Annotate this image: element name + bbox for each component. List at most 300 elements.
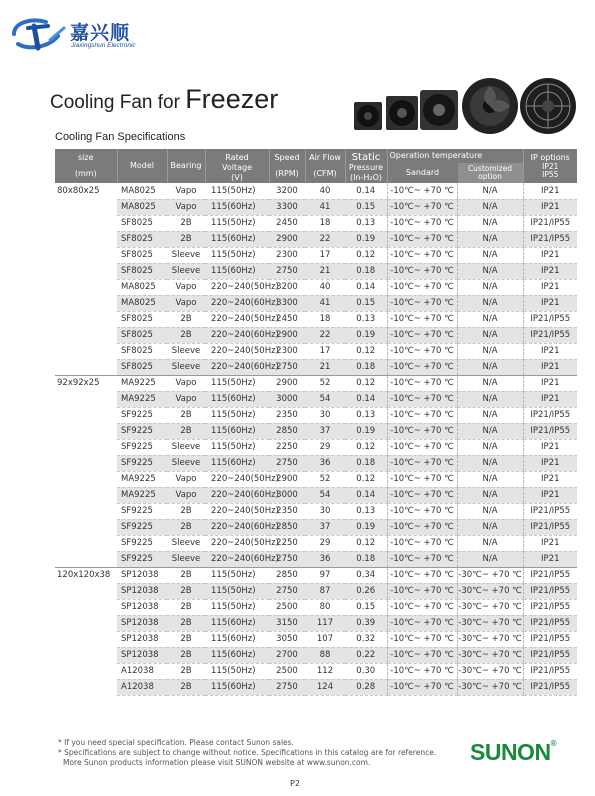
cell-voltage: 115(60Hz) bbox=[205, 647, 269, 663]
cell-bearing: 2B bbox=[167, 231, 205, 247]
cell-ip: IP21 bbox=[523, 359, 577, 375]
cell-standard: -10℃~ +70 ℃ bbox=[387, 455, 457, 471]
cell-bearing: Sleeve bbox=[167, 455, 205, 471]
cell-speed: 3300 bbox=[269, 295, 305, 311]
header-operation-temperature: Operation temperature Sandard Customized option bbox=[387, 149, 523, 183]
cell-custom: N/A bbox=[457, 455, 523, 471]
cell-bearing: Vapo bbox=[167, 295, 205, 311]
cell-ip: IP21/IP55 bbox=[523, 583, 577, 599]
cell-standard: -10℃~ +70 ℃ bbox=[387, 487, 457, 503]
cell-speed: 2250 bbox=[269, 535, 305, 551]
cell-size bbox=[55, 311, 117, 327]
cell-speed: 2750 bbox=[269, 359, 305, 375]
cell-size bbox=[55, 247, 117, 263]
cell-size bbox=[55, 535, 117, 551]
cell-standard: -10℃~ +70 ℃ bbox=[387, 263, 457, 279]
cell-airflow: 37 bbox=[305, 423, 345, 439]
cell-speed: 2850 bbox=[269, 423, 305, 439]
cell-speed: 3000 bbox=[269, 487, 305, 503]
cell-airflow: 41 bbox=[305, 199, 345, 215]
cell-custom: N/A bbox=[457, 199, 523, 215]
cell-voltage: 220~240(50Hz) bbox=[205, 279, 269, 295]
cell-size: 120x120x38 bbox=[55, 567, 117, 583]
cell-size bbox=[55, 391, 117, 407]
cell-voltage: 115(50Hz) bbox=[205, 407, 269, 423]
cell-ip: IP21/IP55 bbox=[523, 679, 577, 695]
cell-model: MA9225 bbox=[117, 471, 167, 487]
cell-custom: N/A bbox=[457, 407, 523, 423]
cell-airflow: 88 bbox=[305, 647, 345, 663]
cell-size bbox=[55, 231, 117, 247]
cell-bearing: Vapo bbox=[167, 471, 205, 487]
cell-pressure: 0.13 bbox=[345, 215, 387, 231]
cell-voltage: 115(60Hz) bbox=[205, 631, 269, 647]
table-row bbox=[55, 263, 577, 279]
cell-pressure: 0.14 bbox=[345, 183, 387, 199]
cell-model: SF8025 bbox=[117, 327, 167, 343]
cell-ip: IP21 bbox=[523, 391, 577, 407]
cell-airflow: 21 bbox=[305, 263, 345, 279]
cell-speed: 2750 bbox=[269, 551, 305, 567]
page-title-main: Freezer bbox=[185, 84, 279, 114]
cell-standard: -10℃~ +70 ℃ bbox=[387, 503, 457, 519]
cell-size bbox=[55, 503, 117, 519]
header-speed: Speed (RPM) bbox=[269, 149, 305, 183]
header-model: Model bbox=[117, 149, 167, 183]
table-row bbox=[55, 551, 577, 567]
cell-pressure: 0.34 bbox=[345, 567, 387, 583]
cell-size bbox=[55, 359, 117, 375]
cell-speed: 2350 bbox=[269, 503, 305, 519]
cell-speed: 2750 bbox=[269, 679, 305, 695]
cell-pressure: 0.19 bbox=[345, 231, 387, 247]
cell-custom: N/A bbox=[457, 263, 523, 279]
cell-pressure: 0.18 bbox=[345, 455, 387, 471]
cell-pressure: 0.30 bbox=[345, 663, 387, 679]
table-row bbox=[55, 567, 577, 583]
cell-custom: N/A bbox=[457, 375, 523, 391]
cell-model: SF8025 bbox=[117, 215, 167, 231]
cell-ip: IP21 bbox=[523, 439, 577, 455]
cell-airflow: 124 bbox=[305, 679, 345, 695]
cell-voltage: 220~240(50Hz) bbox=[205, 343, 269, 359]
header-ip-options: IP options IP21 IP55 bbox=[523, 149, 577, 183]
cell-bearing: 2B bbox=[167, 215, 205, 231]
cell-standard: -10℃~ +70 ℃ bbox=[387, 375, 457, 391]
fan-image-92 bbox=[386, 96, 418, 130]
cell-bearing: Vapo bbox=[167, 199, 205, 215]
cell-bearing: 2B bbox=[167, 631, 205, 647]
cell-bearing: 2B bbox=[167, 503, 205, 519]
table-row bbox=[55, 519, 577, 535]
cell-ip: IP21/IP55 bbox=[523, 631, 577, 647]
cell-voltage: 115(50Hz) bbox=[205, 663, 269, 679]
cell-ip: IP21/IP55 bbox=[523, 327, 577, 343]
cell-ip: IP21/IP55 bbox=[523, 423, 577, 439]
cell-standard: -10℃~ +70 ℃ bbox=[387, 567, 457, 583]
cell-custom: -30℃~ +70 ℃ bbox=[457, 599, 523, 615]
cell-standard: -10℃~ +70 ℃ bbox=[387, 631, 457, 647]
cell-bearing: 2B bbox=[167, 423, 205, 439]
table-row bbox=[55, 663, 577, 679]
cell-bearing: Sleeve bbox=[167, 359, 205, 375]
cell-voltage: 220~240(50Hz) bbox=[205, 503, 269, 519]
cell-ip: IP21/IP55 bbox=[523, 503, 577, 519]
cell-size bbox=[55, 647, 117, 663]
cell-size bbox=[55, 599, 117, 615]
cell-pressure: 0.22 bbox=[345, 647, 387, 663]
cell-bearing: 2B bbox=[167, 663, 205, 679]
cell-size bbox=[55, 663, 117, 679]
table-row bbox=[55, 599, 577, 615]
cell-ip: IP21 bbox=[523, 279, 577, 295]
cell-custom: N/A bbox=[457, 391, 523, 407]
cell-speed: 2900 bbox=[269, 231, 305, 247]
cell-pressure: 0.12 bbox=[345, 375, 387, 391]
section-title: Cooling Fan Specifications bbox=[55, 131, 186, 143]
cell-standard: -10℃~ +70 ℃ bbox=[387, 471, 457, 487]
header-bearing: Bearing bbox=[167, 149, 205, 183]
cell-custom: -30℃~ +70 ℃ bbox=[457, 663, 523, 679]
table-row bbox=[55, 375, 577, 391]
cell-airflow: 22 bbox=[305, 327, 345, 343]
cell-custom: -30℃~ +70 ℃ bbox=[457, 647, 523, 663]
cell-ip: IP21/IP55 bbox=[523, 615, 577, 631]
cell-size bbox=[55, 439, 117, 455]
cell-pressure: 0.19 bbox=[345, 423, 387, 439]
cell-voltage: 115(60Hz) bbox=[205, 423, 269, 439]
cell-custom: N/A bbox=[457, 327, 523, 343]
cell-model: SP12038 bbox=[117, 599, 167, 615]
cell-model: MA8025 bbox=[117, 279, 167, 295]
page-title-lead: Cooling Fan for bbox=[50, 92, 186, 113]
cell-pressure: 0.28 bbox=[345, 679, 387, 695]
cell-speed: 2850 bbox=[269, 519, 305, 535]
spec-table-body bbox=[55, 183, 577, 695]
cell-pressure: 0.14 bbox=[345, 391, 387, 407]
cell-voltage: 115(60Hz) bbox=[205, 679, 269, 695]
table-row bbox=[55, 535, 577, 551]
cell-speed: 3000 bbox=[269, 391, 305, 407]
header-customized: Customized option bbox=[458, 163, 523, 183]
cell-model: SP12038 bbox=[117, 647, 167, 663]
cell-model: SF9225 bbox=[117, 551, 167, 567]
cell-size bbox=[55, 519, 117, 535]
cell-model: SF8025 bbox=[117, 231, 167, 247]
footnote-1: * If you need special specification. Please contact Sunon sales. bbox=[58, 738, 294, 747]
cell-speed: 3150 bbox=[269, 615, 305, 631]
cell-model: SP12038 bbox=[117, 567, 167, 583]
cell-standard: -10℃~ +70 ℃ bbox=[387, 247, 457, 263]
cell-bearing: Sleeve bbox=[167, 551, 205, 567]
cell-custom: N/A bbox=[457, 311, 523, 327]
table-row bbox=[55, 279, 577, 295]
cell-size bbox=[55, 327, 117, 343]
table-row bbox=[55, 679, 577, 695]
cell-standard: -10℃~ +70 ℃ bbox=[387, 359, 457, 375]
cell-custom: -30℃~ +70 ℃ bbox=[457, 567, 523, 583]
cell-custom: N/A bbox=[457, 471, 523, 487]
cell-airflow: 36 bbox=[305, 455, 345, 471]
cell-ip: IP21/IP55 bbox=[523, 647, 577, 663]
cell-custom: N/A bbox=[457, 439, 523, 455]
cell-voltage: 220~240(50Hz) bbox=[205, 535, 269, 551]
cell-airflow: 40 bbox=[305, 279, 345, 295]
cell-airflow: 54 bbox=[305, 391, 345, 407]
cell-airflow: 21 bbox=[305, 359, 345, 375]
cell-ip: IP21 bbox=[523, 263, 577, 279]
cell-airflow: 17 bbox=[305, 247, 345, 263]
table-row bbox=[55, 647, 577, 663]
cell-pressure: 0.12 bbox=[345, 247, 387, 263]
cell-voltage: 115(50Hz) bbox=[205, 599, 269, 615]
cell-ip: IP21 bbox=[523, 455, 577, 471]
cell-speed: 3200 bbox=[269, 183, 305, 199]
cell-custom: N/A bbox=[457, 551, 523, 567]
cell-voltage: 220~240(60Hz) bbox=[205, 295, 269, 311]
cell-bearing: Sleeve bbox=[167, 343, 205, 359]
cell-speed: 2900 bbox=[269, 327, 305, 343]
cell-airflow: 29 bbox=[305, 439, 345, 455]
cell-bearing: Vapo bbox=[167, 183, 205, 199]
cell-size bbox=[55, 407, 117, 423]
cell-bearing: Vapo bbox=[167, 391, 205, 407]
table-row bbox=[55, 407, 577, 423]
cell-standard: -10℃~ +70 ℃ bbox=[387, 311, 457, 327]
cell-ip: IP21 bbox=[523, 343, 577, 359]
cell-ip: IP21/IP55 bbox=[523, 407, 577, 423]
cell-standard: -10℃~ +70 ℃ bbox=[387, 439, 457, 455]
cell-custom: N/A bbox=[457, 183, 523, 199]
cell-voltage: 115(50Hz) bbox=[205, 375, 269, 391]
cell-bearing: Vapo bbox=[167, 375, 205, 391]
cell-speed: 2350 bbox=[269, 407, 305, 423]
cell-model: SP12038 bbox=[117, 583, 167, 599]
cell-model: SP12038 bbox=[117, 615, 167, 631]
cell-airflow: 52 bbox=[305, 375, 345, 391]
cell-voltage: 115(60Hz) bbox=[205, 199, 269, 215]
cell-model: SF8025 bbox=[117, 343, 167, 359]
cell-ip: IP21 bbox=[523, 375, 577, 391]
cell-pressure: 0.12 bbox=[345, 439, 387, 455]
cell-pressure: 0.15 bbox=[345, 199, 387, 215]
cell-airflow: 107 bbox=[305, 631, 345, 647]
cell-model: MA9225 bbox=[117, 391, 167, 407]
cell-voltage: 220~240(60Hz) bbox=[205, 359, 269, 375]
footnote-2: * Specifications are subject to change without notice. Specifications in this catalog are for reference. bbox=[58, 748, 437, 757]
cell-pressure: 0.14 bbox=[345, 487, 387, 503]
header-pressure: Static Pressure (In-H₂O) bbox=[345, 149, 387, 183]
cell-airflow: 41 bbox=[305, 295, 345, 311]
cell-speed: 2750 bbox=[269, 455, 305, 471]
table-row bbox=[55, 455, 577, 471]
cell-model: SF9225 bbox=[117, 423, 167, 439]
cell-standard: -10℃~ +70 ℃ bbox=[387, 647, 457, 663]
cell-ip: IP21 bbox=[523, 471, 577, 487]
cell-size: 92x92x25 bbox=[55, 375, 117, 391]
cell-size bbox=[55, 631, 117, 647]
cell-airflow: 37 bbox=[305, 519, 345, 535]
table-row bbox=[55, 215, 577, 231]
cell-ip: IP21/IP55 bbox=[523, 519, 577, 535]
table-row bbox=[55, 583, 577, 599]
cell-airflow: 80 bbox=[305, 599, 345, 615]
cell-pressure: 0.12 bbox=[345, 343, 387, 359]
cell-voltage: 220~240(60Hz) bbox=[205, 327, 269, 343]
cell-ip: IP21 bbox=[523, 183, 577, 199]
cell-ip: IP21 bbox=[523, 535, 577, 551]
cell-custom: N/A bbox=[457, 423, 523, 439]
cell-size bbox=[55, 615, 117, 631]
table-row bbox=[55, 471, 577, 487]
cell-model: SF8025 bbox=[117, 311, 167, 327]
cell-standard: -10℃~ +70 ℃ bbox=[387, 199, 457, 215]
cell-bearing: 2B bbox=[167, 327, 205, 343]
cell-size bbox=[55, 551, 117, 567]
cell-speed: 2700 bbox=[269, 647, 305, 663]
cell-speed: 3300 bbox=[269, 199, 305, 215]
cell-speed: 2900 bbox=[269, 471, 305, 487]
cell-voltage: 115(50Hz) bbox=[205, 247, 269, 263]
header-voltage: Rated Voltage (V) bbox=[205, 149, 269, 183]
cell-size bbox=[55, 679, 117, 695]
cell-bearing: 2B bbox=[167, 407, 205, 423]
cell-custom: N/A bbox=[457, 295, 523, 311]
cell-bearing: Sleeve bbox=[167, 247, 205, 263]
table-row bbox=[55, 359, 577, 375]
sunon-logo: SUNON® bbox=[470, 739, 556, 765]
cell-bearing: 2B bbox=[167, 519, 205, 535]
table-row bbox=[55, 295, 577, 311]
cell-custom: N/A bbox=[457, 215, 523, 231]
cell-airflow: 87 bbox=[305, 583, 345, 599]
cell-pressure: 0.13 bbox=[345, 503, 387, 519]
cell-speed: 2450 bbox=[269, 215, 305, 231]
cell-airflow: 30 bbox=[305, 407, 345, 423]
spec-table-header bbox=[55, 149, 577, 183]
cell-standard: -10℃~ +70 ℃ bbox=[387, 279, 457, 295]
cell-size bbox=[55, 279, 117, 295]
logo-english-name: Jiaxingshun Electronic bbox=[71, 42, 136, 49]
cell-model: MA9225 bbox=[117, 487, 167, 503]
table-row bbox=[55, 199, 577, 215]
cell-pressure: 0.32 bbox=[345, 631, 387, 647]
cell-model: MA8025 bbox=[117, 199, 167, 215]
cell-ip: IP21 bbox=[523, 487, 577, 503]
cell-voltage: 115(60Hz) bbox=[205, 263, 269, 279]
cell-custom: N/A bbox=[457, 279, 523, 295]
cell-speed: 2900 bbox=[269, 375, 305, 391]
cell-size bbox=[55, 487, 117, 503]
spec-table bbox=[55, 149, 577, 696]
cell-bearing: 2B bbox=[167, 615, 205, 631]
table-row bbox=[55, 615, 577, 631]
cell-standard: -10℃~ +70 ℃ bbox=[387, 599, 457, 615]
cell-model: SF8025 bbox=[117, 247, 167, 263]
cell-airflow: 36 bbox=[305, 551, 345, 567]
cell-size bbox=[55, 455, 117, 471]
table-row bbox=[55, 247, 577, 263]
cell-airflow: 18 bbox=[305, 215, 345, 231]
cell-voltage: 115(60Hz) bbox=[205, 391, 269, 407]
cell-custom: N/A bbox=[457, 359, 523, 375]
cell-ip: IP21 bbox=[523, 295, 577, 311]
cell-voltage: 220~240(60Hz) bbox=[205, 487, 269, 503]
cell-speed: 2750 bbox=[269, 263, 305, 279]
cell-voltage: 115(60Hz) bbox=[205, 455, 269, 471]
header-size: size (mm) bbox=[55, 149, 117, 183]
fan-product-images bbox=[352, 76, 578, 140]
table-row bbox=[55, 503, 577, 519]
cell-standard: -10℃~ +70 ℃ bbox=[387, 663, 457, 679]
cell-bearing: Sleeve bbox=[167, 439, 205, 455]
cell-standard: -10℃~ +70 ℃ bbox=[387, 215, 457, 231]
cell-pressure: 0.13 bbox=[345, 311, 387, 327]
cell-standard: -10℃~ +70 ℃ bbox=[387, 183, 457, 199]
cell-airflow: 22 bbox=[305, 231, 345, 247]
cell-model: SF9225 bbox=[117, 439, 167, 455]
cell-airflow: 97 bbox=[305, 567, 345, 583]
table-row bbox=[55, 183, 577, 199]
cell-size bbox=[55, 343, 117, 359]
cell-standard: -10℃~ +70 ℃ bbox=[387, 519, 457, 535]
cell-bearing: 2B bbox=[167, 599, 205, 615]
cell-voltage: 115(50Hz) bbox=[205, 215, 269, 231]
fan-image-120 bbox=[420, 90, 458, 130]
cell-bearing: Sleeve bbox=[167, 263, 205, 279]
cell-voltage: 115(60Hz) bbox=[205, 615, 269, 631]
cell-airflow: 40 bbox=[305, 183, 345, 199]
cell-pressure: 0.18 bbox=[345, 263, 387, 279]
cell-pressure: 0.12 bbox=[345, 535, 387, 551]
cell-model: MA8025 bbox=[117, 183, 167, 199]
cell-custom: -30℃~ +70 ℃ bbox=[457, 679, 523, 695]
cell-model: A12038 bbox=[117, 679, 167, 695]
page-title bbox=[50, 84, 278, 115]
cell-size bbox=[55, 471, 117, 487]
cell-speed: 2250 bbox=[269, 439, 305, 455]
cell-speed: 2450 bbox=[269, 311, 305, 327]
cell-standard: -10℃~ +70 ℃ bbox=[387, 391, 457, 407]
cell-pressure: 0.18 bbox=[345, 551, 387, 567]
cell-custom: -30℃~ +70 ℃ bbox=[457, 631, 523, 647]
cell-ip: IP21/IP55 bbox=[523, 215, 577, 231]
cell-size bbox=[55, 199, 117, 215]
cell-size bbox=[55, 423, 117, 439]
cell-ip: IP21/IP55 bbox=[523, 311, 577, 327]
cell-model: SF8025 bbox=[117, 359, 167, 375]
cell-speed: 2300 bbox=[269, 247, 305, 263]
cell-speed: 2750 bbox=[269, 583, 305, 599]
cell-speed: 2300 bbox=[269, 343, 305, 359]
cell-speed: 2500 bbox=[269, 599, 305, 615]
cell-model: MA8025 bbox=[117, 295, 167, 311]
cell-speed: 3200 bbox=[269, 279, 305, 295]
cell-bearing: 2B bbox=[167, 647, 205, 663]
cell-airflow: 29 bbox=[305, 535, 345, 551]
cell-standard: -10℃~ +70 ℃ bbox=[387, 343, 457, 359]
fan-image-80 bbox=[354, 102, 382, 130]
cell-bearing: 2B bbox=[167, 567, 205, 583]
cell-custom: N/A bbox=[457, 231, 523, 247]
cell-model: SF9225 bbox=[117, 503, 167, 519]
cell-ip: IP21/IP55 bbox=[523, 599, 577, 615]
cell-airflow: 18 bbox=[305, 311, 345, 327]
cell-pressure: 0.39 bbox=[345, 615, 387, 631]
footnotes bbox=[58, 738, 436, 768]
cell-size bbox=[55, 583, 117, 599]
cell-voltage: 220~240(60Hz) bbox=[205, 551, 269, 567]
